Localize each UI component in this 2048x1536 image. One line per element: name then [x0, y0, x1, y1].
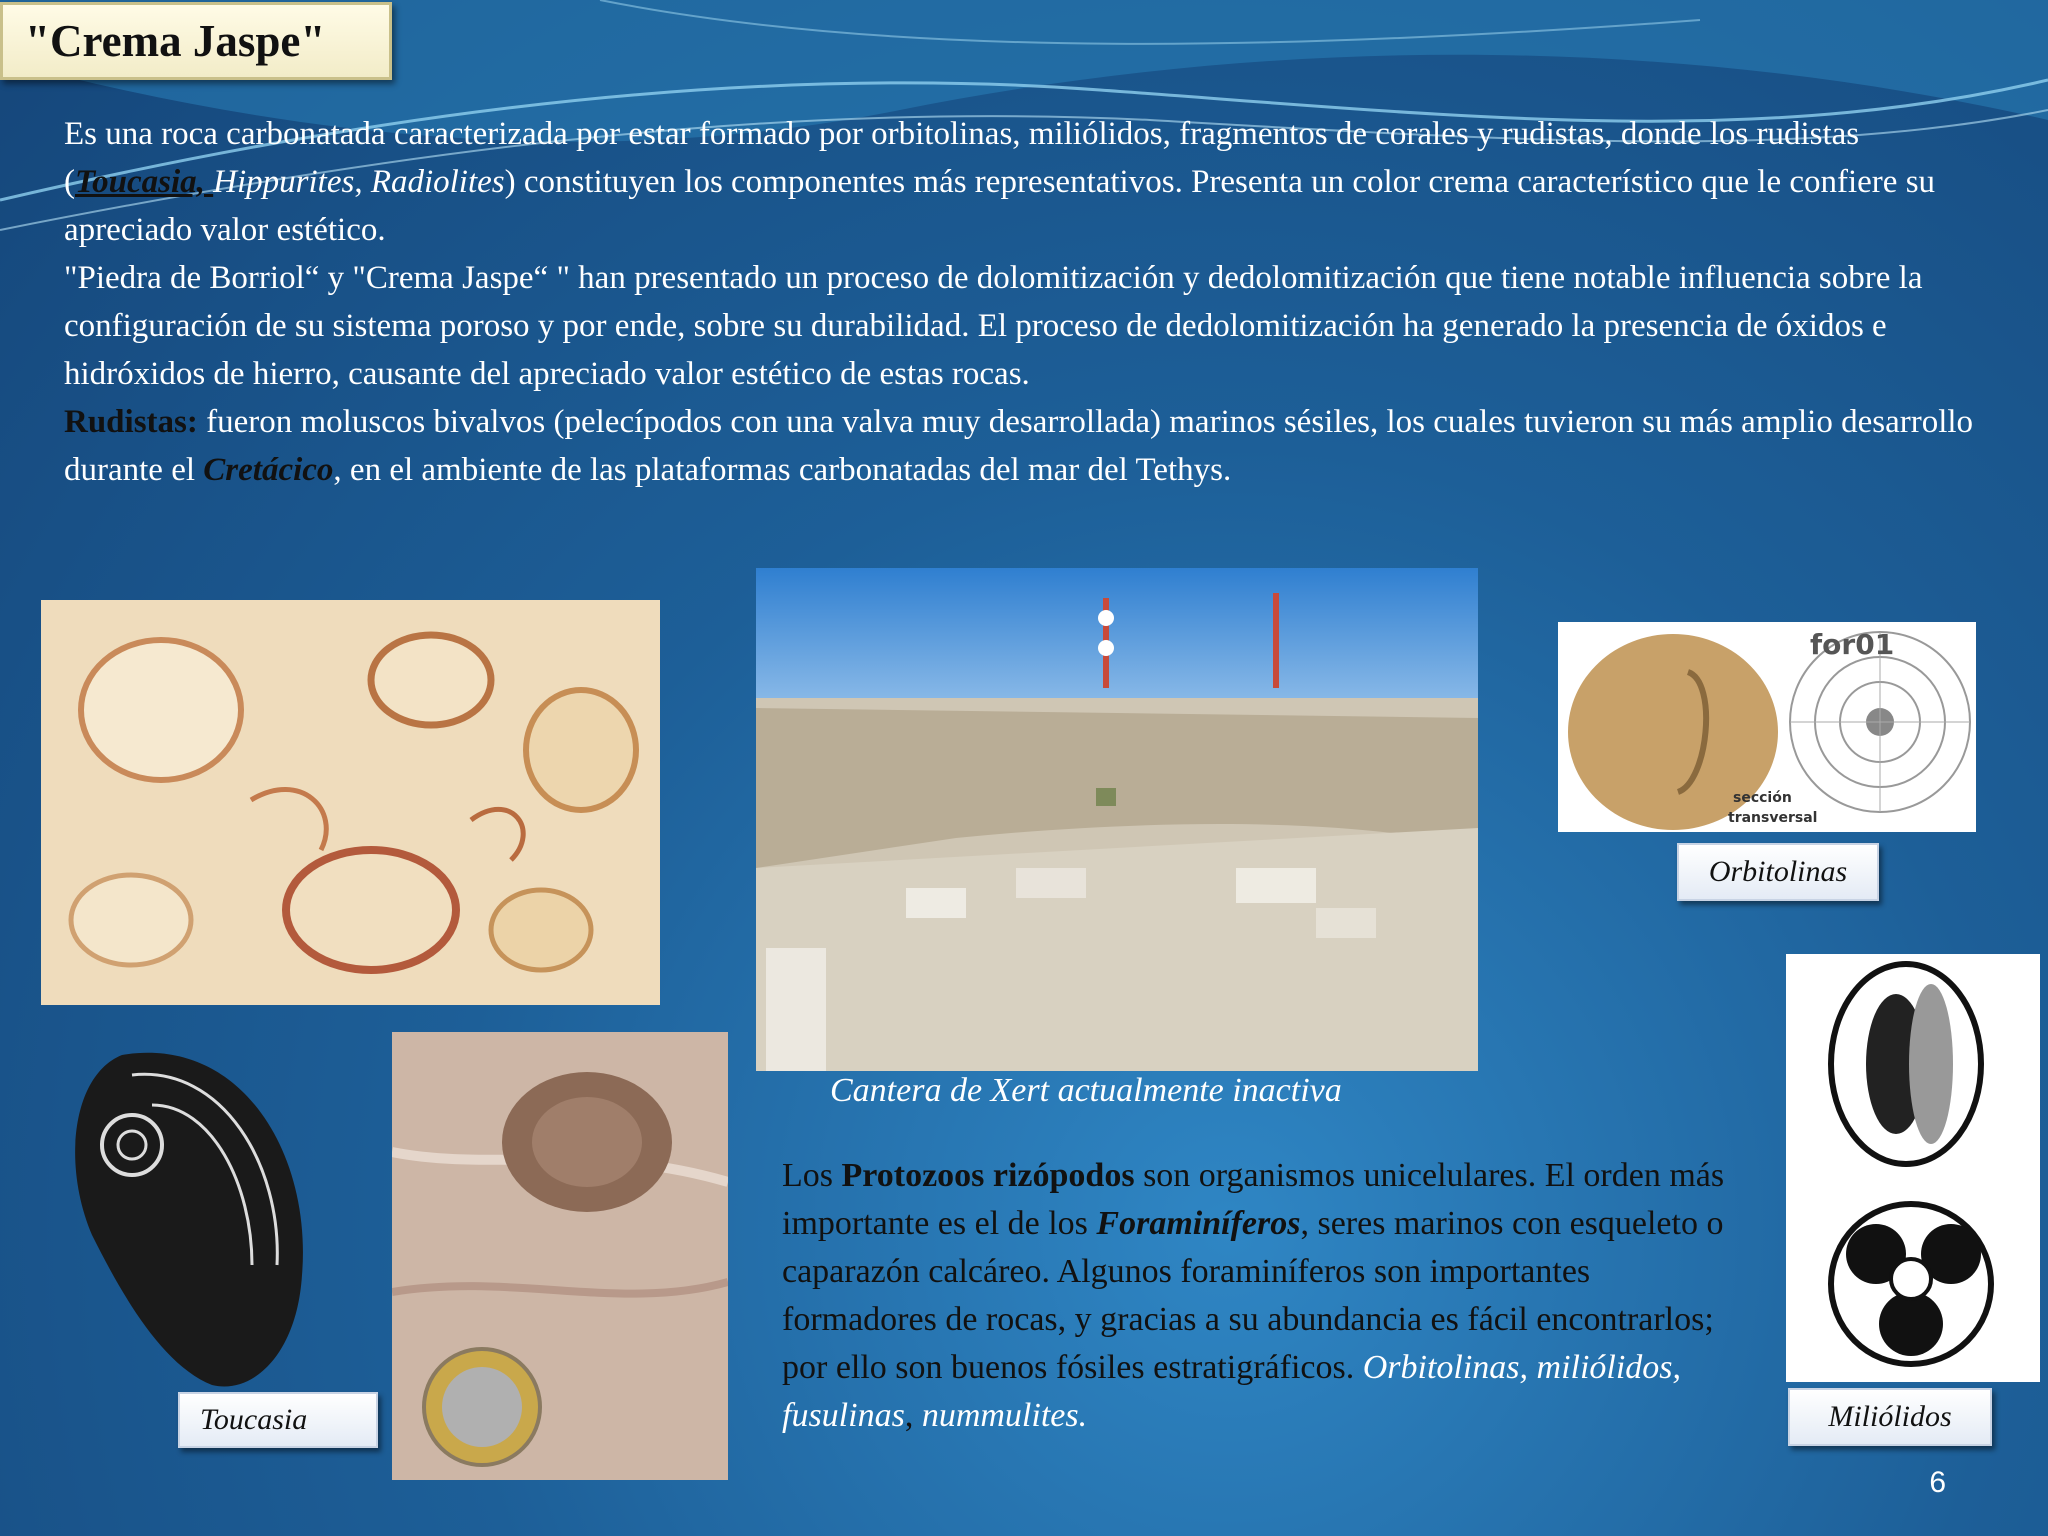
- orbitolina-image-title: for01: [1810, 628, 1895, 661]
- rock-texture-photo: [41, 600, 660, 1005]
- quarry-photo: [756, 568, 1478, 1071]
- toucasia-drawing: [62, 1035, 312, 1405]
- p1-text-2: ) constituyen los componentes más representativos. Presenta un color crema característico que le confiere su apreciado valor estético.: [64, 164, 1936, 248]
- p1-comma: ,: [354, 164, 371, 200]
- quarry-caption: Cantera de Xert actualmente inactiva: [830, 1072, 1342, 1109]
- p1-toucasia: Toucasia,: [75, 164, 214, 200]
- orbitolinas-label: Orbitolinas: [1677, 843, 1879, 901]
- protozoos-paragraph: [782, 1152, 1742, 1440]
- p1-hippurites: Hippurites: [213, 164, 355, 200]
- bt-1: Los: [782, 1157, 842, 1194]
- p3-cretacico: Cretácico: [203, 452, 334, 488]
- fossil-names: Orbitolinas, miliólidos, fusulinas: [782, 1349, 1682, 1434]
- miliolidos-drawing: [1786, 954, 2040, 1382]
- p3-text-1: fueron moluscos bivalvos (pelecípodos con una valva muy desarrollada) marinos sésiles, los cuales tuvieron su más amplio desarrollo durante el: [64, 404, 1974, 488]
- p1-radiolites: Radiolites: [370, 164, 505, 200]
- slide-title: [0, 2, 392, 80]
- slide-title-text: "Crema Jaspe": [25, 16, 326, 66]
- toucasia-label: Toucasia: [178, 1392, 378, 1448]
- p3-text-2: , en el ambiente de las plataformas carbonatadas del mar del Tethys.: [333, 452, 1232, 488]
- bt-3: , seres marinos con esqueleto o caparazón calcáreo. Algunos foraminíferos son importantes formadores de rocas, y gracias a su abundancia es fácil encontrarlos; por ello son buenos fósiles estratigráficos.: [782, 1205, 1724, 1386]
- protozoos-bold: Protozoos rizópodos: [841, 1157, 1135, 1194]
- bt-4: ,: [904, 1397, 922, 1434]
- miliolidos-label: Miliólidos: [1788, 1388, 1992, 1446]
- page-number: 6: [1929, 1466, 1946, 1499]
- fossil-coin-photo: [392, 1032, 728, 1480]
- body-text: [64, 110, 1994, 494]
- orbitolina-note-1: sección: [1733, 790, 1792, 806]
- bt-2: son organismos unicelulares. El orden más importante es el de los: [782, 1157, 1725, 1242]
- orbitolina-image: [1558, 622, 1976, 832]
- orbitolina-note-2: transversal: [1728, 810, 1818, 826]
- rudistas-label: Rudistas:: [64, 404, 198, 440]
- foraminiferos-bold: Foraminíferos: [1096, 1205, 1301, 1242]
- paragraph-crema-jaspe: [64, 110, 1994, 254]
- paragraph-rudistas: [64, 398, 1994, 494]
- paragraph-dolomitizacion: "Piedra de Borriol“ y "Crema Jaspe“ " han presentado un proceso de dolomitización y dedolomitización que tiene notable influencia sobre la configuración de su sistema poroso y por ende, sobre su durabilidad. El proceso de dedolomitización ha generado la presencia de óxidos e hidróxidos de hierro, causante del apreciado valor estético de estas rocas.: [64, 260, 1923, 392]
- nummulites: nummulites.: [921, 1397, 1088, 1434]
- p1-text-1: Es una roca carbonatada caracterizada por estar formado por orbitolinas, miliólidos, fragmentos de corales y rudistas, donde los rudistas (: [64, 116, 1860, 200]
